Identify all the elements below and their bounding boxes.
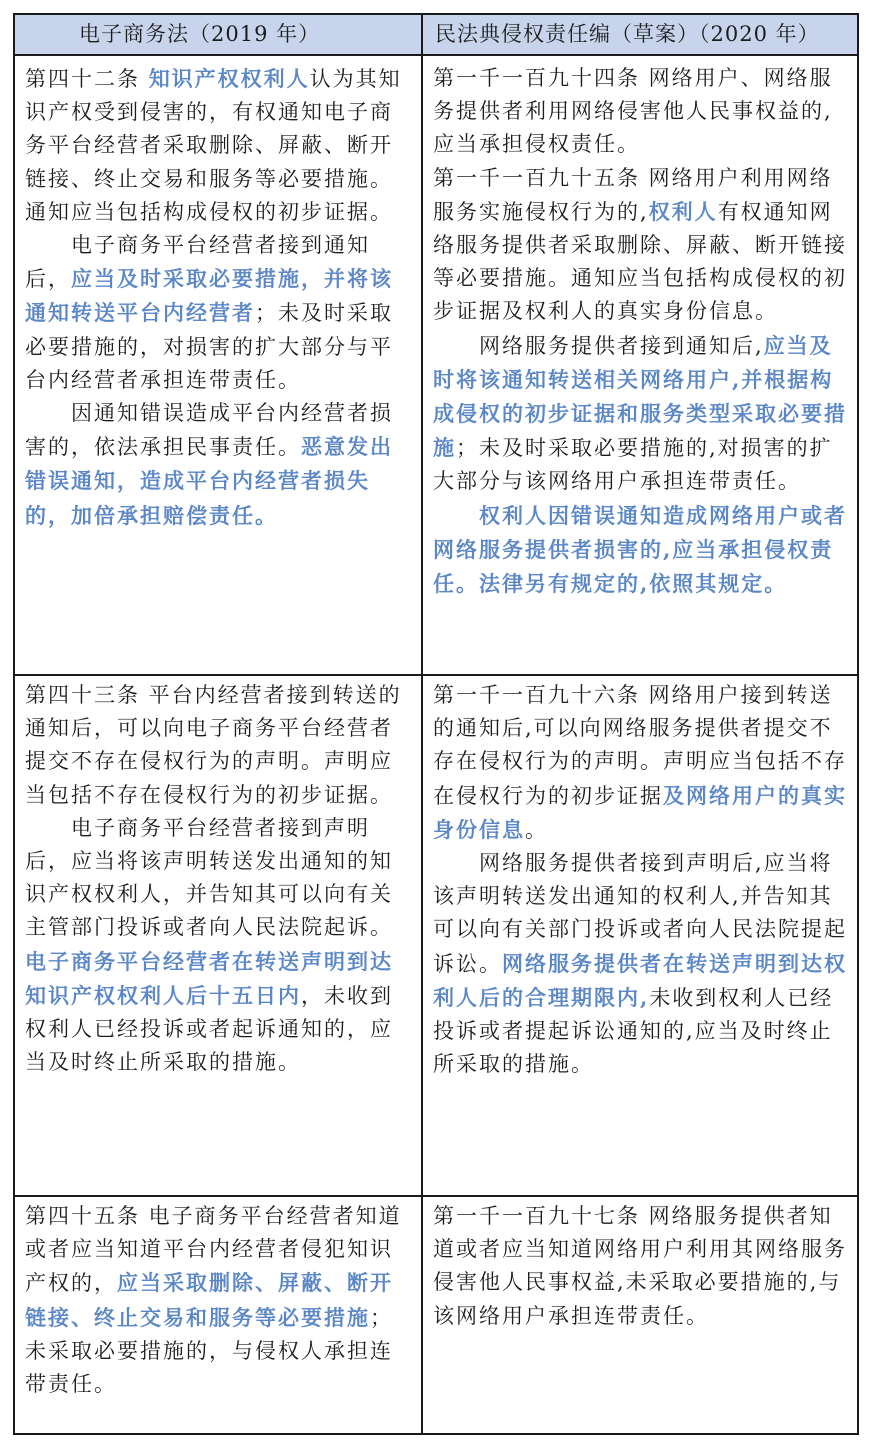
clause-paragraph — [433, 499, 849, 602]
clause-paragraph — [25, 62, 413, 229]
clause-paragraph — [25, 1200, 413, 1401]
table-header — [15, 15, 857, 56]
clause-text: ；未采取必要措施的，与侵权人承担连带责任。 — [25, 1305, 393, 1397]
comparison-table — [13, 13, 859, 1435]
clause-text: 未收到权利人已经投诉或者提起诉讼通知的,应当及时终止所采取的措施。 — [433, 985, 834, 1077]
row-1-left-cell — [15, 62, 421, 533]
clause-text: ；未及时采取必要措施的,对损害的扩大部分与该网络用户承担连带责任。 — [433, 436, 833, 494]
clause-text: 第一千一百九十四条 网络用户、网络服务提供者利用网络侵害他人民事权益的,应当承担侵权责任。 — [433, 66, 833, 157]
row-divider — [15, 674, 857, 676]
highlighted-text: 应当采取删除、屏蔽、断开链接、终止交易和服务等必要措施 — [25, 1270, 393, 1330]
highlighted-text: 网络服务提供者在转送声明到达权利人后的合理期限内, — [433, 950, 847, 1010]
clause-text: 网络服务提供者接到通知后, — [479, 333, 764, 358]
clause-paragraph — [25, 229, 413, 397]
row-3-left-cell — [15, 1200, 421, 1401]
clause-text: 。 — [525, 817, 548, 842]
row-2-right-cell — [423, 679, 859, 1081]
clause-text: 有权通知网络服务提供者采取删除、屏蔽、断开链接等必要措施。通知应当包括构成侵权的初步证据及权利人的真实身份信息。 — [433, 199, 847, 324]
highlighted-text: 权利人因错误通知造成网络用户或者网络服务提供者损害的,应当承担侵权责任。法律另有规定的,依照其规定。 — [433, 502, 847, 597]
clause-text: 因通知错误造成平台内经营者损害的，依法承担民事责任。 — [25, 401, 393, 460]
highlighted-text: 应当及时将该通知转送相关网络用户,并根据构成侵权的初步证据和服务类型采取必要措施 — [433, 332, 847, 461]
clause-text: 电子商务平台经营者接到声明后，应当将该声明转送发出通知的知识产权权利人，并告知其可以向有关主管部门投诉或者向人民法院起诉。 — [25, 815, 393, 940]
clause-text: 第一千一百九十七条 网络服务提供者知道或者应当知道网络用户利用其网络服务侵害他人民事权益,未采取必要措施的,与该网络用户承担连带责任。 — [433, 1204, 847, 1328]
highlighted-text: 电子商务平台经营者在转送声明到达知识产权权利人后十五日内 — [25, 948, 393, 1008]
clause-paragraph — [433, 679, 849, 847]
clause-paragraph — [433, 162, 849, 329]
clause-text: 第四十三条 平台内经营者接到转送的通知后，可以向电子商务平台经营者提交不存在侵权行为的声明。声明应当包括不存在侵权行为的初步证据。 — [25, 683, 402, 807]
clause-text: 第四十二条 — [25, 67, 149, 91]
highlighted-text: 及网络用户的真实身份信息 — [433, 782, 847, 842]
clause-paragraph — [25, 679, 413, 812]
row-1-right-cell — [423, 62, 859, 601]
clause-text: 网络服务提供者接到声明后,应当将该声明转送发出通知的权利人,并告知其可以向有关部门投诉或者向人民法院提起诉讼。 — [433, 851, 847, 976]
clause-text: 第一千一百九十五条 网络用户利用网络服务实施侵权行为的, — [433, 165, 833, 224]
clause-paragraph — [433, 847, 849, 1081]
highlighted-text: 权利人 — [648, 198, 718, 224]
header-right: 民法典侵权责任编（草案）（2020 年） — [435, 22, 820, 46]
row-divider — [15, 1195, 857, 1197]
clause-text: 电子商务平台经营者接到通知后， — [25, 233, 370, 292]
clause-paragraph — [25, 397, 413, 533]
clause-text: ，未收到权利人已经投诉或者起诉通知的，应当及时终止所采取的措施。 — [25, 983, 393, 1075]
highlighted-text: 应当及时采取必要措施，并将该通知转送平台内经营者 — [25, 266, 393, 326]
clause-text: 第一千一百九十六条 网络用户接到转送的通知后,可以向网络服务提供者提交不存在侵权行为的声明。声明应当包括不存在侵权行为的初步证据 — [433, 683, 847, 808]
clause-paragraph — [25, 812, 413, 1080]
clause-text: 认为其知识产权受到侵害的，有权通知电子商务平台经营者采取删除、屏蔽、断开链接、终止交易和服务等必要措施。通知应当包括构成侵权的初步证据。 — [25, 67, 402, 224]
highlighted-text: 恶意发出错误通知，造成平台内经营者损失的，加倍承担赔偿责任。 — [25, 434, 393, 528]
highlighted-text: 知识产权权利人 — [148, 66, 310, 91]
header-left: 电子商务法（2019 年） — [79, 22, 321, 46]
clause-paragraph — [433, 62, 849, 162]
row-3-right-cell — [423, 1200, 859, 1333]
clause-text: 第四十五条 电子商务平台经营者知道或者应当知道平台内经营者侵犯知识产权的， — [25, 1204, 402, 1296]
clause-paragraph — [433, 1200, 849, 1333]
clause-text: ；未及时采取必要措施的，对损害的扩大部分与平台内经营者承担连带责任。 — [25, 301, 393, 392]
row-2-left-cell — [15, 679, 421, 1079]
clause-paragraph — [433, 329, 849, 499]
